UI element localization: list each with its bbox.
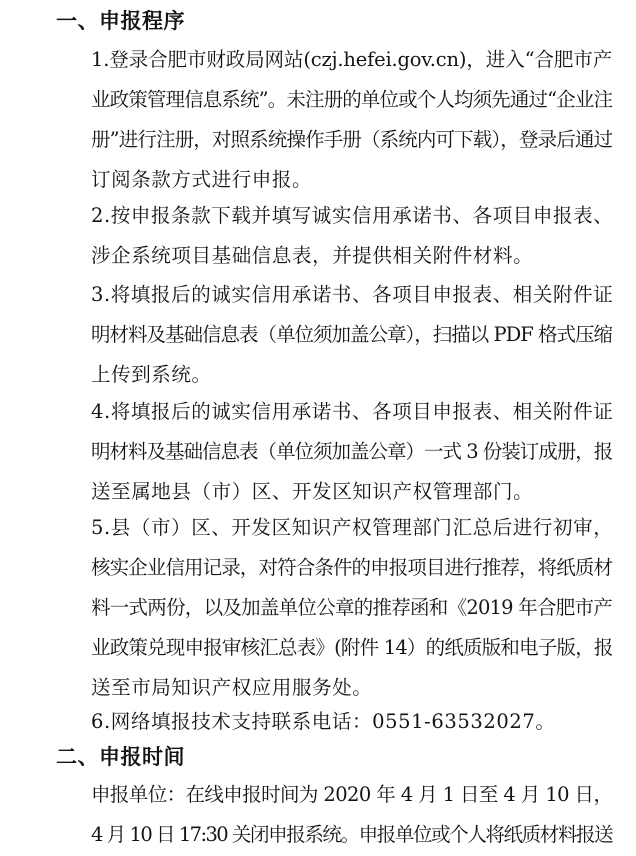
paragraph-step-1 xyxy=(52,40,612,200)
paragraph-step-3 xyxy=(52,275,612,395)
text-line: 4 月 10 日 17:30 关闭申报系统。申报单位或个人将纸质材料报送 xyxy=(91,823,612,846)
paragraph-step-2 xyxy=(52,196,612,276)
text-line: 5.县（市）区、开发区知识产权管理部门汇总后进行初审， xyxy=(91,516,614,539)
text-line: 明材料及基础信息表（单位须加盖公章），扫描以 PDF 格式压缩 xyxy=(91,323,612,346)
section-heading-timing: 二、申报时间 xyxy=(56,745,185,769)
text-line: 业政策兑现申报审核汇总表》(附件 14）的纸质版和电子版，报 xyxy=(91,636,613,659)
text-line: 送至属地县（市）区、开发区知识产权管理部门。 xyxy=(91,480,534,503)
paragraph-step-6 xyxy=(52,702,612,742)
text-line: 4.将填报后的诚实信用承诺书、各项目申报表、相关附件证 xyxy=(91,400,614,423)
text-line: 送至市局知识产权应用服务处。 xyxy=(91,676,373,699)
text-line: 明材料及基础信息表（单位须加盖公章）一式 3 份装订成册，报 xyxy=(91,440,613,463)
paragraph-timing xyxy=(52,775,612,855)
text-line: 2.按申报条款下载并填写诚实信用承诺书、各项目申报表、 xyxy=(91,204,614,227)
text-line: 料一式两份，以及加盖单位公章的推荐函和《2019 年合肥市产 xyxy=(91,596,612,619)
text-line: 订阅条款方式进行申报。 xyxy=(91,168,313,191)
text-line: 3.将填报后的诚实信用承诺书、各项目申报表、相关附件证 xyxy=(91,283,614,306)
text-line: 核实企业信用记录，对符合条件的申报项目进行推荐，将纸质材 xyxy=(91,556,612,579)
text-line: 上传到系统。 xyxy=(91,363,212,386)
text-line: 申报单位：在线申报时间为 2020 年 4 月 1 日至 4 月 10 日， xyxy=(91,783,613,806)
text-line: 涉企系统项目基础信息表，并提供相关附件材料。 xyxy=(91,244,534,267)
text-line: 1.登录合肥市财政局网站(czj.hefei.gov.cn)，进入“合肥市产 xyxy=(91,48,612,71)
paragraph-step-4 xyxy=(52,392,612,512)
text-line: 册”进行注册，对照系统操作手册（系统内可下载），登录后通过 xyxy=(91,128,612,151)
text-line: 业政策管理信息系统”。未注册的单位或个人均须先通过“企业注 xyxy=(91,88,612,111)
paragraph-step-5 xyxy=(52,508,612,708)
text-line: 6.网络填报技术支持联系电话：0551-63532027。 xyxy=(91,710,556,733)
section-heading-procedure: 一、申报程序 xyxy=(56,9,185,33)
